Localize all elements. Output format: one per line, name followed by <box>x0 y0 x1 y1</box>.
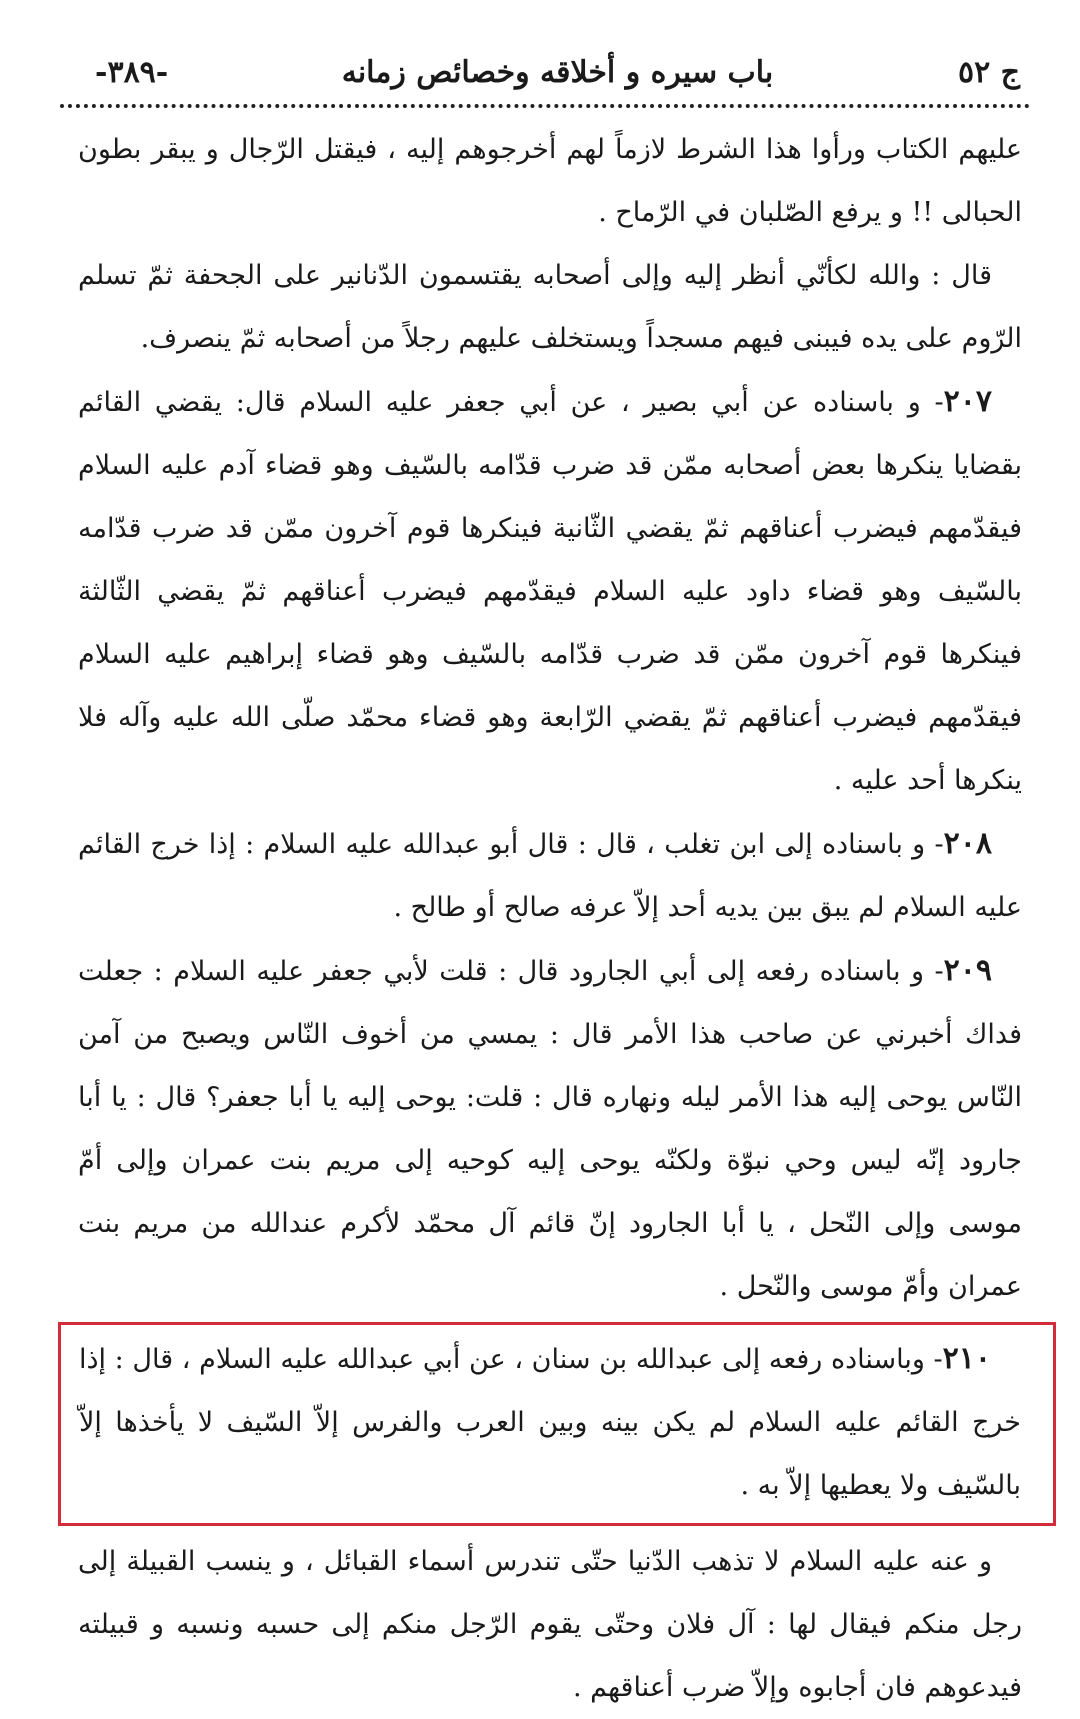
paragraph-text: - و باسناده إلى ابن تغلب ، قال : قال أبو عبدالله عليه السلام : إذا خرج القائم عليه السلام لم يبق بين يديه أحد إلاّ عرفه صالح أو طالح . <box>78 829 1022 923</box>
paragraph-text: قال : والله لكأنّي أنظر إليه وإلى أصحابه يقتسمون الدّنانير على الجحفة ثمّ تسلم الرّوم على يده فيبنى فيهم مسجداً ويستخلف عليهم رجلاً من أصحابه ثمّ ينصرف. <box>78 260 1022 354</box>
paragraph-qala <box>78 244 1022 370</box>
paragraph-text: - و باسناده عن أبي بصير ، عن أبي جعفر عليه السلام قال: يقضي القائم بقضايا ينكرها بعض أصحابه ممّن قد ضرب قدّامه بالسّيف وهو قضاء آدم عليه السلام فيقدّمهم فيضرب أعناقهم ثمّ يقضي الثّانية فينكرها قوم آخرون ممّن قد ضرب قدّامه بالسّيف وهو قضاء داود عليه السلام فيقدّمهم فيضرب أعناقهم ثمّ يقضي الثّالثة فينكرها قوم آخرون ممّن قد ضرب قدّامه بالسّيف وهو قضاء إبراهيم عليه السلام فيقدّمهم فيضرب أعناقهم ثمّ يقضي الرّابعة وهو قضاء محمّد صلّى الله عليه وآله فلا ينكرها أحد عليه . <box>78 387 1022 796</box>
page-body <box>78 118 1022 1719</box>
paragraph-text: - و باسناده رفعه إلى أبي الجارود قال : قلت لأبي جعفر عليه السلام : جعلت فداك أخبرني عن صاحب هذا الأمر قال : يمسي من أخوف النّاس ويصبح من آمن النّاس يوحى إليه هذا الأمر ليله ونهاره قال : قلت: يوحى إليه يا أبا جعفر؟ قال : يا أبا جارود إنّه ليس وحي نبوّة ولكنّه يوحى إليه كوحيه إلى مريم بنت عمران وإلى أمّ موسى وإلى النّحل ، يا أبا الجارود إنّ قائم آل محمّد لأكرم عندالله من مريم بنت عمران وأمّ موسى والنّحل . <box>78 956 1022 1302</box>
paragraph-wa-anhu <box>78 1530 1022 1719</box>
page-number: -٣٨٩- <box>95 54 169 90</box>
highlighted-hadith-box <box>58 1322 1056 1526</box>
hadith-209 <box>78 939 1022 1318</box>
hadith-number: ٢١٠ <box>942 1341 991 1376</box>
header-divider <box>60 104 1030 108</box>
hadith-210 <box>79 1327 1021 1517</box>
hadith-number: ٢٠٩ <box>943 953 992 988</box>
hadith-number: ٢٠٨ <box>943 826 992 861</box>
paragraph-text: عليهم الكتاب ورأوا هذا الشرط لازماً لهم أخرجوهم إليه ، فيقتل الرّجال و يبقر بطون الحبالى !! و يرفع الصّلبان في الرّماح . <box>78 134 1022 228</box>
paragraph-continuation <box>78 118 1022 244</box>
hadith-208 <box>78 812 1022 939</box>
chapter-title: باب سيره و أخلاقه وخصائص زمانه <box>341 54 774 90</box>
hadith-number: ٢٠٧ <box>943 384 992 419</box>
paragraph-text: و عنه عليه السلام لا تذهب الدّنيا حتّى تندرس أسماء القبائل ، و ينسب القبيلة إلى رجل منكم فيقال لها : آل فلان وحتّى يقوم الرّجل منكم إلى حسبه ونسبه و قبيلته فيدعوهم فان أجابوه وإلاّ ضرب أعناقهم . <box>78 1546 1022 1703</box>
hadith-207 <box>78 370 1022 812</box>
page-header <box>95 44 1020 100</box>
paragraph-text: - وباسناده رفعه إلى عبدالله بن سنان ، عن أبي عبدالله عليه السلام ، قال : إذا خرج القائم عليه السلام لم يكن بينه وبين العرب والفرس إلاّ السّيف لا يأخذها إلاّ بالسّيف ولا يعطيها إلاّ به . <box>79 1344 1021 1501</box>
volume-label: ج ٥٢ <box>957 54 1020 90</box>
